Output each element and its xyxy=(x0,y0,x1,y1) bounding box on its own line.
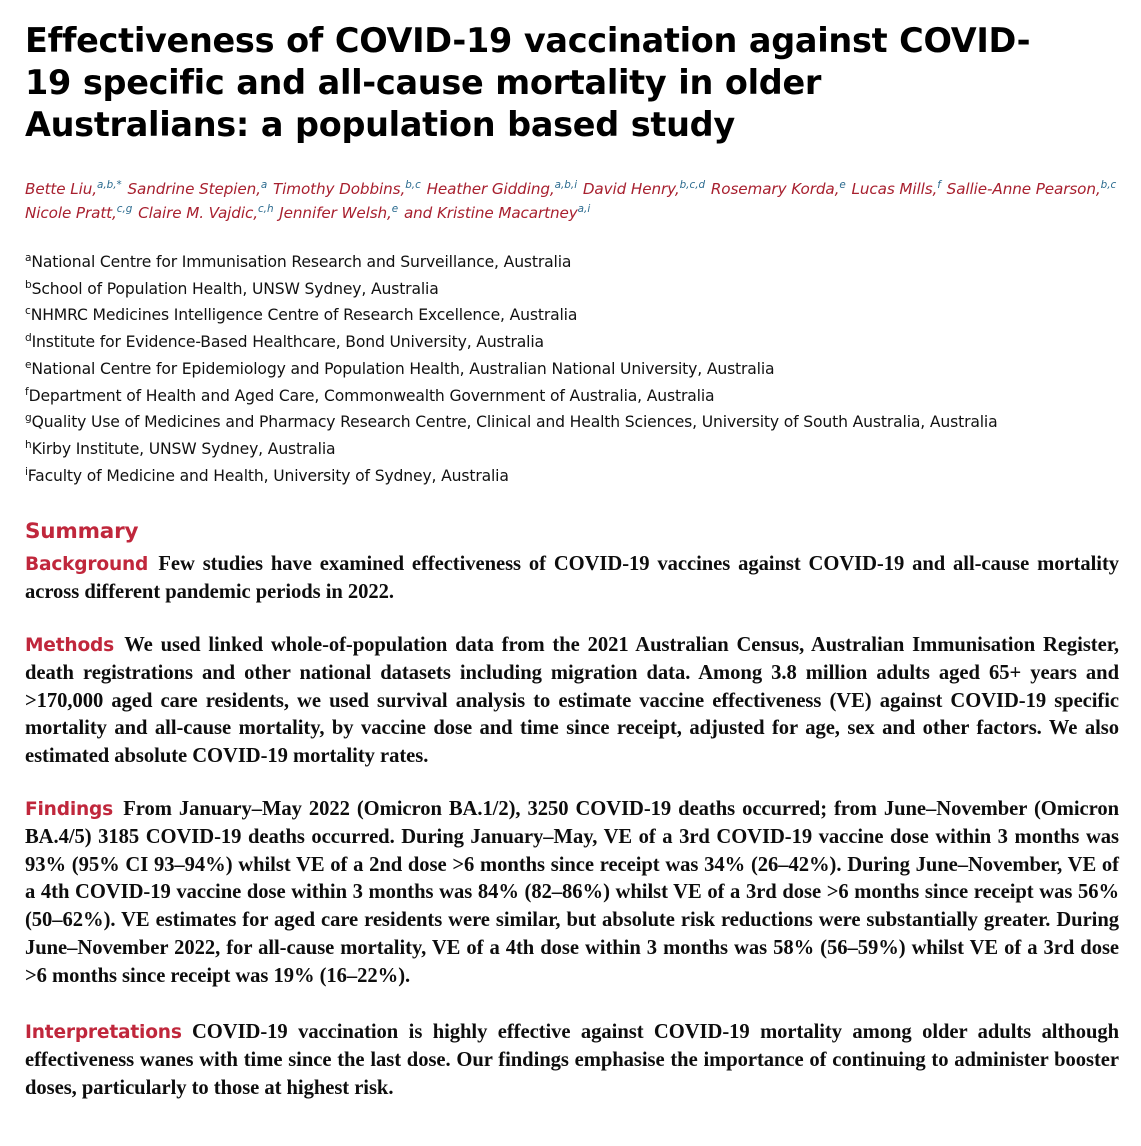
affiliation-item xyxy=(25,302,1120,329)
affiliation-text: Institute for Evidence-Based Healthcare, Bond University, Australia xyxy=(31,333,544,352)
author-affiliation-marker: a,b,* xyxy=(96,178,122,191)
author-affiliation-marker: a xyxy=(260,178,268,191)
affiliation-text: Department of Health and Aged Care, Commonwealth Government of Australia, Australia xyxy=(28,386,715,405)
abstract-section-text: Few studies have examined effectiveness of COVID-19 vaccines against COVID-19 and all-cause mortality across different pandemic periods in 2022. xyxy=(25,553,1119,604)
abstract-section xyxy=(25,551,1119,607)
affiliation-marker: g xyxy=(25,412,32,425)
author-list xyxy=(25,177,1120,225)
affiliation-text: NHMRC Medicines Intelligence Centre of Research Excellence, Australia xyxy=(30,306,578,325)
affiliation-marker: h xyxy=(25,438,32,451)
author-name: Sandrine Stepien,$^a$ xyxy=(127,178,268,198)
author-affiliation-marker: b,c xyxy=(405,178,421,191)
summary-heading: Summary xyxy=(25,519,139,545)
author-affiliation-marker: a,i xyxy=(577,202,591,215)
abstract-section-label: Methods xyxy=(25,634,114,656)
author-name: Rosemary Korda,$^e$ xyxy=(710,178,846,198)
affiliation-text: National Centre for Epidemiology and Population Health, Australian National University, Australia xyxy=(31,359,775,378)
abstract-section xyxy=(25,632,1119,771)
abstract-section-text: We used linked whole-of-population data from the 2021 Australian Census, Australian Immunisation Register, death registrations and other national datasets including migration data. Among 3.8 million adults aged 65+ years and >170,000 aged care residents, we used survival analysis to estimate vaccine effectiveness (VE) against COVID-19 specific mortality and all-cause mortality, by vaccine dose and time since receipt, adjusted for age, sex and other factors. We also estimated absolute COVID-19 mortality rates. xyxy=(25,633,1119,768)
affiliation-text: Faculty of Medicine and Health, University of Sydney, Australia xyxy=(27,466,509,485)
affiliation-item xyxy=(25,329,1120,356)
abstract-section-label: Interpretations xyxy=(25,1022,182,1044)
author-name: Bette Liu,$^{a,b,*}$ xyxy=(25,178,122,198)
author-name: David Henry,$^{b,c,d}$ xyxy=(582,178,706,198)
author-name: Timothy Dobbins,$^{b,c}$ xyxy=(272,178,421,198)
abstract-section-text: COVID-19 vaccination is highly effective against COVID-19 mortality among older adults although effectiveness wanes with time since the last dose. Our findings emphasise the importance of continuing to administer booster doses, particularly to those at highest risk. xyxy=(25,1021,1119,1100)
author-name: Nicole Pratt,$^{c,g}$ xyxy=(25,202,133,222)
affiliation-marker: e xyxy=(25,358,32,371)
affiliation-item xyxy=(25,249,1120,276)
affiliation-marker: i xyxy=(25,465,28,478)
affiliation-text: Kirby Institute, UNSW Sydney, Australia xyxy=(31,439,336,458)
abstract-section-label: Findings xyxy=(25,798,114,820)
abstract-section xyxy=(25,1019,1119,1102)
author-affiliation-marker: e xyxy=(839,178,846,191)
affiliation-item xyxy=(25,356,1120,383)
author-affiliation-marker: b,c xyxy=(1100,178,1117,191)
affiliation-list xyxy=(25,249,1120,489)
affiliation-marker: a xyxy=(25,251,32,264)
author-affiliation-marker: c,h xyxy=(257,202,274,215)
author-name: Sallie-Anne Pearson,$^{b,c}$ xyxy=(946,178,1117,198)
author-name: Lucas Mills,$^f$ xyxy=(851,178,941,198)
affiliation-marker: b xyxy=(25,278,32,291)
affiliation-marker: f xyxy=(25,385,29,398)
affiliation-item xyxy=(25,409,1120,436)
abstract-section xyxy=(25,796,1119,991)
author-affiliation-marker: f xyxy=(937,178,941,191)
author-affiliation-marker: b,c,d xyxy=(679,178,706,191)
affiliation-text: National Centre for Immunisation Research and Surveillance, Australia xyxy=(31,253,572,271)
affiliation-marker: c xyxy=(25,305,31,318)
affiliation-item xyxy=(25,436,1120,463)
author-name: Heather Gidding,$^{a,b,i}$ xyxy=(426,178,578,198)
affiliation-item xyxy=(25,463,1120,490)
affiliation-marker: d xyxy=(25,331,32,344)
affiliation-item xyxy=(25,276,1120,303)
abstract-section-label: Background xyxy=(25,554,149,576)
author-affiliation-marker: a,b,i xyxy=(554,178,578,191)
affiliation-item xyxy=(25,383,1120,410)
abstract-section-text: From January–May 2022 (Omicron BA.1/2), 3250 COVID-19 deaths occurred; from June–November (Omicron BA.4/5) 3185 COVID-19 deaths occurred. During January–May, VE of a 3rd COVID-19 vaccine dose within 3 months was 93% (95% CI 93–94%) whilst VE of a 2nd dose >6 months since receipt was 34% (26–42%). During June–November, VE of a 4th COVID-19 vaccine dose within 3 months was 84% (82–86%) whilst VE of a 3rd dose >6 months since receipt was 56% (50–62%). VE estimates for aged care residents were similar, but absolute risk reductions were substantially greater. During June–November 2022, for all-cause mortality, VE of a 4th dose within 3 months was 58% (56–59%) whilst VE of a 3rd dose >6 months since receipt was 19% (16–22%). xyxy=(25,797,1119,987)
affiliation-text: Quality Use of Medicines and Pharmacy Research Centre, Clinical and Health Sciences, University of South Australia, Australia xyxy=(31,413,998,432)
affiliation-text: School of Population Health, UNSW Sydney, Australia xyxy=(31,279,439,298)
author-affiliation-marker: c,g xyxy=(116,202,133,215)
abstract-body xyxy=(25,551,1119,1103)
author-name: Claire M. Vajdic,$^{c,h}$ xyxy=(138,202,274,222)
author-affiliation-marker: e xyxy=(391,202,399,215)
author-name: Jennifer Welsh,$^e$ xyxy=(279,202,399,222)
page-title: Effectiveness of COVID-19 vaccination against COVID-19 specific and all-cause mortality in older Australians: a population based study xyxy=(25,21,1031,144)
author-name: and Kristine Macartney$^{a,i}$ xyxy=(403,202,591,222)
